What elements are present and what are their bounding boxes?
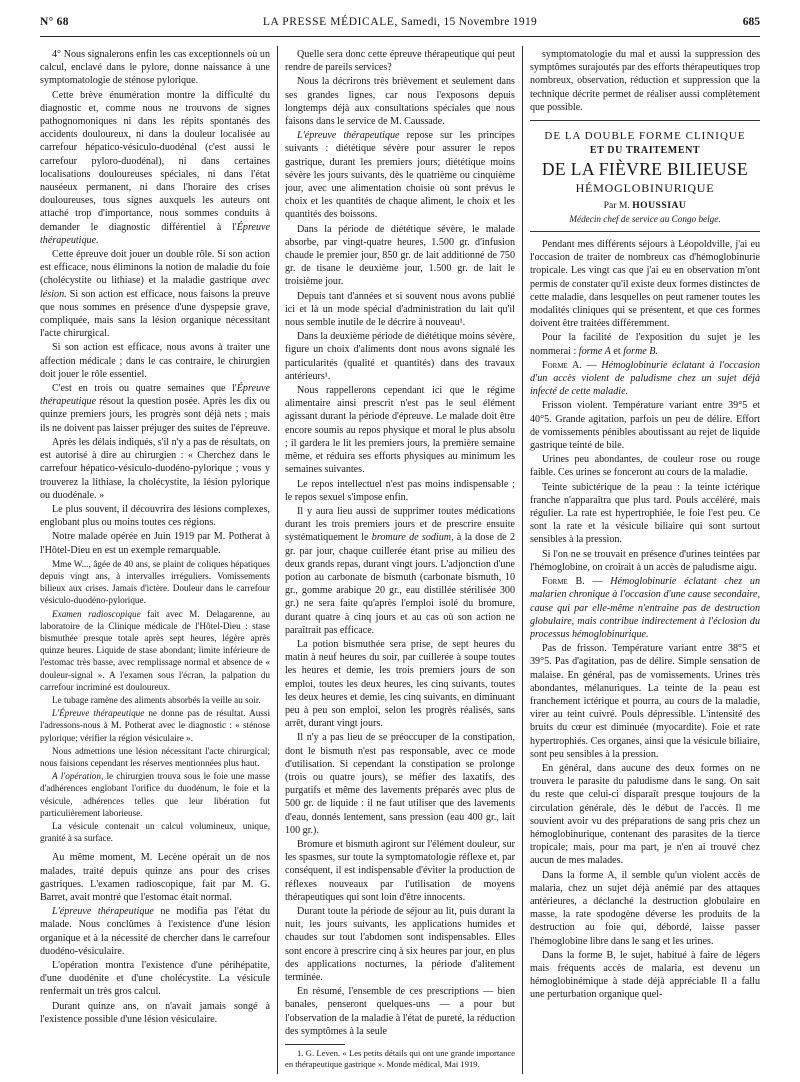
paragraph: La potion bismuthée sera prise, de sept heures du matin à neuf heures du soir, par cuillerée à soupe toutes les heures et demie, les trois premiers jours de son emploi, toutes les deux heures, les cinq suivants, toutes les deux heures et demie, les cinq suivants, en diminuant peu à peu son emploi, selon les progrès réalisés, sans arrêt, durant vingt jours.	[285, 638, 515, 730]
text-run: Cette épreuve doit jouer un double rôle. Si son action est efficace, nous éliminons la notion de maladie du foie (cholécystite ou lithiase) et la maladie gastrique	[40, 249, 270, 287]
page-header	[40, 12, 760, 32]
paragraph	[40, 382, 270, 435]
emphasis: Épreuve thérapeutique.	[40, 221, 270, 246]
paragraph: Le plus souvent, il découvrira des lésions complexes, englobant plus ou moins toutes ces régions.	[40, 503, 270, 529]
page-number: 685	[742, 16, 760, 28]
text-run: Cette brève énumération montre la difficulté du diagnostic et, comme nous ne trouvons de signes pathognomoniques ni dans les répits spontanés des accidents douloureux, ni dans la douleur localisée au carrefour hépatico-vésiculo-duodénal (c'est aussi le carrefour pyloro-duodénal), ni dans certaines localisations douloureuses spéciales, ni dans l'état nauséeux permanent, ni dans l'horaire des crises douloureuses, tous signes auxquels les auteurs ont attaché trop d'importance, nous sommes conduits à demander le diagnostic différentiel à l'	[40, 89, 270, 233]
emphasis: Examen radioscopique	[52, 608, 141, 619]
paragraph: Quelle sera donc cette épreuve thérapeutique qui peut rendre de pareils services?	[285, 49, 515, 74]
paragraph: Frisson violent. Température variant entre 39°5 et 40°5. Grande agitation, parfois un peu de délire. Effort de vomissements pénibles aboutissant au rejet de liquide gastrique teinté de bile.	[530, 400, 760, 452]
paragraph	[40, 905, 270, 958]
emphasis: Épreuve thérapeutique	[40, 383, 270, 408]
text-run: résout la question posée. Après les dix ou quinze premiers jours, les progrès sont déjà nets ; mais ils ne doivent pas laisser préjuger des suites de l'épreuve.	[40, 396, 270, 434]
paragraph: Si son action est efficace, nous avons à traiter une affection médicale ; dans le cas contraire, le chirurgien doit jouer le rôle essentiel.	[40, 342, 270, 380]
column-divider	[277, 46, 278, 1074]
case-paragraph: La vésicule contenait un calcul volumineux, unique, granité à sa surface.	[40, 820, 270, 844]
paragraph: Dans la forme A, il semble qu'un violent accès de malaria, chez un sujet déjà anémié par des attaques antérieures, a déclanché la destruction globulaire en masse, la rate spodogène déverse les produits de la destruction au foie qui, débordé, laisse passer l'hémoglobine libre dans le sang et les urines.	[530, 869, 760, 947]
paragraph: Dans la deuxième période de diététique moins sévère, figure un choix d'aliments dont nous avons signalé les particularités (qualité et quantités) dans des travaux antérieurs¹.	[285, 331, 515, 382]
text-run: ne modifia pas l'état du malade. Nous conclûmes à l'existence d'une lésion organique et à la nécessité de chercher dans le carrefour duodéno-vésiculaire.	[40, 906, 270, 957]
paragraph	[530, 575, 760, 641]
text-run: Si son action est efficace, nous faisons la preuve que nous sommes en présence d'une dyspepsie grave, compliquée, mais sans la lésion organique nécessitant l'acte chirurgical.	[40, 288, 270, 340]
paragraph: Notre malade opérée en Juin 1919 par M. Potherat à l'Hôtel-Dieu en est un exemple remarquable.	[40, 531, 270, 556]
paragraph	[285, 129, 515, 221]
text-run: Il y aura lieu aussi de supprimer toutes médications durant les trois premiers jours et de prescrire ensuite systématiquement le	[285, 505, 515, 544]
paragraph: Bromure et bismuth agiront sur l'élément douleur, sur les spasmes, sur toute la symptomatologie réflexe et, par conséquent, il est indispensable d'éviter la production de réflexes nouveaux par l'utilisation de moyens thérapeutiques qui sont loin d'être innocents.	[285, 838, 515, 903]
emphasis: L'épreuve thérapeutique	[297, 130, 400, 142]
journal-name: LA PRESSE MÉDICALE	[262, 16, 395, 28]
paragraph: Dans la période de diététique sévère, le malade absorbe, par vingt-quatre heures, 1.500 gr. d'infusion chaude le premier jour, 850 gr. de lait additionné de 750 gr. de tisane le deuxième jour, 1.500 gr. de lait le troisième jour.	[285, 223, 515, 288]
newspaper-page	[40, 0, 760, 1082]
column-middle	[285, 48, 515, 1072]
emphasis: Hémoglobinurie éclatant chez un malarien chronique à l'occasion d'une cause secondaire, cause qui par elle-même n'entraîne pas de destruction globulaire, mais contribue indirectement à l'éclosion du processus hémoglobinurique.	[530, 576, 760, 640]
paragraph: Dans la forme B, le sujet, habitué à faire de légers mais fréquents accès de malaria, est devenu un hémoglobinémique à stade déjà appréciable Il a fallu une perturbation organique quel-	[530, 949, 760, 1001]
article-title-line: HÉMOGLOBINURIQUE	[575, 181, 715, 196]
paragraph: symptomatologie du mal et aussi la suppression des symptômes surajoutés par des efforts thérapeutiques trop nombreux, observation, réduction et suppression que la technique décrite permet de réaliser aussi complètement que possible.	[530, 49, 760, 113]
journal-title	[40, 12, 760, 32]
text-run: ne donne pas de résultat. Aussi l'adressons-nous à M. Potherat avec le diagnostic : « sténose pylorique; vérifier la région vésiculaire ».	[40, 708, 270, 743]
article-title-main: DE LA FIÈVRE BILIEUSE	[541, 159, 749, 180]
paragraph: Durant toute la période de séjour au lit, puis durant la nuit, les jours suivants, les applications humides et chaudes sur tout l'abdomen sont indispensables. Elles sont encore à prescrire cinq à six heures par jour, en plus des applications nocturnes, la période d'alitement terminée.	[285, 906, 515, 984]
paragraph	[40, 248, 270, 340]
case-paragraph: Mme W..., âgée de 40 ans, se plaint de coliques hépatiques depuis vingt ans, à intervalles irréguliers. Vomissements bilieux aux crises. Jamais d'ictère. Douleur dans le carrefour vésiculo-duodéno-pylorique.	[40, 558, 270, 606]
emphasis: L'épreuve thérapeutique	[52, 906, 154, 918]
paragraph	[530, 359, 760, 399]
paragraph	[530, 331, 760, 357]
article-author	[530, 199, 760, 213]
text-run: à la dose de 2 gr. par jour, chaque cuillerée étant prise au milieu des deux grands repas, durant vingt jours. L'adjonction d'une potion au carbonate de bismuth (carbonate bismuth, 10 gr., gomme arabique 20 gr., eau distillée stérilisée 300 gr.) ne sera faite qu'après l'emploi isolé du bromure, durant quatre à cinq jours et au cas où son action ne paraîtrait pas efficace.	[285, 532, 515, 636]
form-label: Forme B. —	[542, 576, 611, 588]
article-heading	[530, 129, 760, 225]
paragraph: Si l'on ne se trouvait en présence d'urines teintées par l'hémoglobine, on croirait à un accès de paludisme aigu.	[530, 548, 760, 573]
article-title-line: DE LA DOUBLE FORME CLINIQUE	[544, 130, 746, 143]
form-label: Forme A. —	[542, 359, 602, 371]
text-run: repose sur les principes suivants : diététique sévère pour assurer le repos gastrique, durant les premiers jours; diététique moins sévère les jours suivants, dès le quatrième ou cinquième jour, avec une alimentation choisie où sont prévus le choix et les quantités de chaque aliment, le choix et les quantités des boissons.	[285, 130, 515, 221]
paragraph: Il n'y a pas lieu de se préoccuper de la constipation, dont le bismuth n'est pas responsable, avec ce mode d'utilisation. Si cependant la constipation se prolonge (trois ou quatre jours), se méfier des laxatifs, des purgatifs et même des lavements préparés avec plus de 500 gr. de liquide : il ne faut utiliser que des lavements d'eau, donnés lentement, sans pression (eau 400 gr., lait 100 gr.).	[285, 732, 515, 836]
case-paragraph: Nous admettions une lésion nécessitant l'acte chirurgical; nous faisions cependant les réserves mentionnées plus haut.	[40, 745, 270, 768]
emphasis: bromure de sodium,	[371, 532, 454, 544]
emphasis: forme B.	[623, 345, 658, 357]
paragraph: En général, dans aucune des deux formes on ne trouvera le parasite du paludisme dans le sang. On sait du reste que celui-ci disparaît presque toujours de la circulation générale, dès le début de l'accès. Il me souvient avoir vu des préparations de sang pris chez un hémoglobinurique, contenant des parasites de la tierce tropicale; mais, pour ma part, je n'en ai trouvé chez aucun de mes malades.	[530, 762, 760, 867]
paragraph: Urines peu abondantes, de couleur rose ou rouge faible. Ces urines se fonceront au cours de la maladie.	[530, 454, 760, 479]
emphasis: avec lésion.	[40, 275, 270, 300]
paragraph	[40, 89, 270, 247]
footnote-rule	[285, 1044, 345, 1045]
paragraph: Durant quinze ans, on n'avait jamais songé à l'existence possible d'une lésion vésiculaire.	[40, 1000, 270, 1025]
case-paragraph	[40, 770, 270, 819]
emphasis: L'Épreuve thérapeutique	[52, 708, 145, 719]
author-affiliation: Médecin chef de service au Congo belge.	[569, 214, 721, 225]
paragraph: 4° Nous signalerons enfin les cas exceptionnels où un calcul, enclavé dans le pylore, donne naissance à une symptomatologie de sténose pylorique.	[40, 49, 270, 87]
paragraph: Le repos intellectuel n'est pas moins indispensable ; le repos sexuel s'impose enfin.	[285, 478, 515, 503]
case-paragraph	[40, 707, 270, 744]
header-rule	[40, 36, 760, 37]
paragraph	[285, 505, 515, 637]
article-title-line: ET DU TRAITEMENT	[589, 145, 701, 157]
paragraph: Nous rappellerons cependant ici que le régime alimentaire ainsi prescrit n'est pas le seul élément agissant durant la période d'épreuve. Le malade doit être encore soumis au repos physique et moral le plus absolu ; il gardera le lit les premiers jours, la première semaine même, et réduira ses efforts physiques au minimum les semaines suivantes.	[285, 385, 515, 476]
paragraph: L'opération montra l'existence d'une périhépatite, d'une duodénite et d'une cholécystite. La vésicule renfermait un très gros calcul.	[40, 960, 270, 998]
text-run: Pour la facilité de l'exposition du sujet je les nommerai :	[530, 332, 760, 357]
text-run: fait avec M. Delagarenne, au laboratoire de la Clinique médicale de l'Hôtel-Dieu : stase bismuthée presque totale après sept heures, légère après quinze heures. Liquide de stase abondant; limite inférieure de l'estomac très basse, avec remplissage normal et absence de « douleur-signal ». A l'examen sous l'écran, la palpation du carrefour incriminé est douloureux.	[40, 608, 270, 692]
heading-separator	[530, 231, 760, 232]
column-left	[40, 48, 270, 1072]
paragraph: Pas de frisson. Température variant entre 38°5 et 39°5. Pas d'agitation, pas de délire. Simple sensation de malaise. En général, pas de vomissements. Urines très abondantes, mélanuriques. La teinte de la peau est franchement ictérique et pourra, au cours de la maladie, virer au teint cuivré. Pouls dépressible. L'intensité des bruits du cœur est diminuée (myocardite). Foie et rate hypertrophiés. Ces organes, ainsi que la vésicule biliaire, sont peu sensibles à la pression.	[530, 643, 760, 760]
text-run: le chirurgien trouva sous le foie une masse d'adhérences englobant l'orifice du duodénum, le foie et la vésicule, adhérences telles que leur libération fut particulièrement laborieuse.	[40, 771, 270, 818]
author-prefix: Par M.	[603, 200, 630, 212]
column-divider	[522, 46, 523, 1074]
footnote: 1. G. Leven. « Les petits détails qui ont une grande importance en thérapeutique gastrique ». Monde médical, Mai 1919.	[285, 1048, 515, 1070]
emphasis: Hémoglobinurie éclatant à l'occasion d'un accès violent de paludisme chez un sujet déjà infecté de cette maladie.	[530, 359, 760, 398]
paragraph: Depuis tant d'années et si souvent nous avons publié ici et là un mode spécial d'administration du lait qu'il nous semble inutile de le décrire à nouveau¹.	[285, 290, 515, 329]
case-paragraph	[40, 608, 270, 693]
paragraph: Au même moment, M. Lecène opérait un de nos malades, traité depuis quinze ans pour des crises gastriques. L'examen radioscopique, fait par M. G. Barret, avait montré que l'estomac était normal.	[40, 852, 270, 903]
issue-number: N° 68	[40, 16, 69, 28]
journal-date: , Samedi, 15 Novembre 1919	[394, 16, 538, 28]
case-paragraph: Le tubage ramène des aliments absorbés la veille au soir.	[52, 694, 261, 705]
text-run: et	[610, 345, 624, 357]
paragraph: Nous la décrirons très brièvement et seulement dans ses grandes lignes, car nous l'exposons depuis longtemps déjà aux consultations spéciales que nous faisons dans le service de M. Caussade.	[285, 76, 515, 128]
paragraph: Pendant mes différents séjours à Léopoldville, j'ai eu l'occasion de traiter de nombreux cas d'hémoglobinurie tropicale. Les vingt cas que j'ai eu en observation m'ont permis de constater qu'il existe deux formes distinctes de cette maladie, dans lesquelles on peut ramener toutes les modalités cliniques qui se présentent, et que ces formes doivent être traitées différemment.	[530, 239, 760, 330]
paragraph: Teinte subictérique de la peau : la teinte ictérique franche n'apparaîtra que plus tard. Pouls accéléré, mais régulier. La rate est hypertrophiée, le foie l'est peu. Ce sont la rate et la vésicule biliaire qui sont surtout sensibles à la pression.	[530, 481, 760, 546]
paragraph: Après les délais indiqués, s'il n'y a pas de résultats, on est autorisé à dire au chirurgien : « Cherchez dans le carrefour hépatico-vésiculo-duodéno-pylorique ; vous y trouverez la lithiase, la cholécystite, la lésion pylorique ou duodénale. »	[40, 436, 270, 501]
column-right	[530, 48, 760, 1072]
article-separator	[530, 120, 760, 121]
paragraph: En résumé, l'ensemble de ces prescriptions — bien banales, penseront quelques-uns — a pour but l'observation de la maladie à l'état de pureté, la réduction des symptômes à la seule	[285, 986, 515, 1037]
emphasis: forme A	[578, 345, 611, 357]
author-name: HOUSSIAU	[632, 200, 687, 212]
emphasis: A l'opération,	[52, 771, 104, 782]
text-run: C'est en trois ou quatre semaines que l'	[52, 383, 237, 395]
